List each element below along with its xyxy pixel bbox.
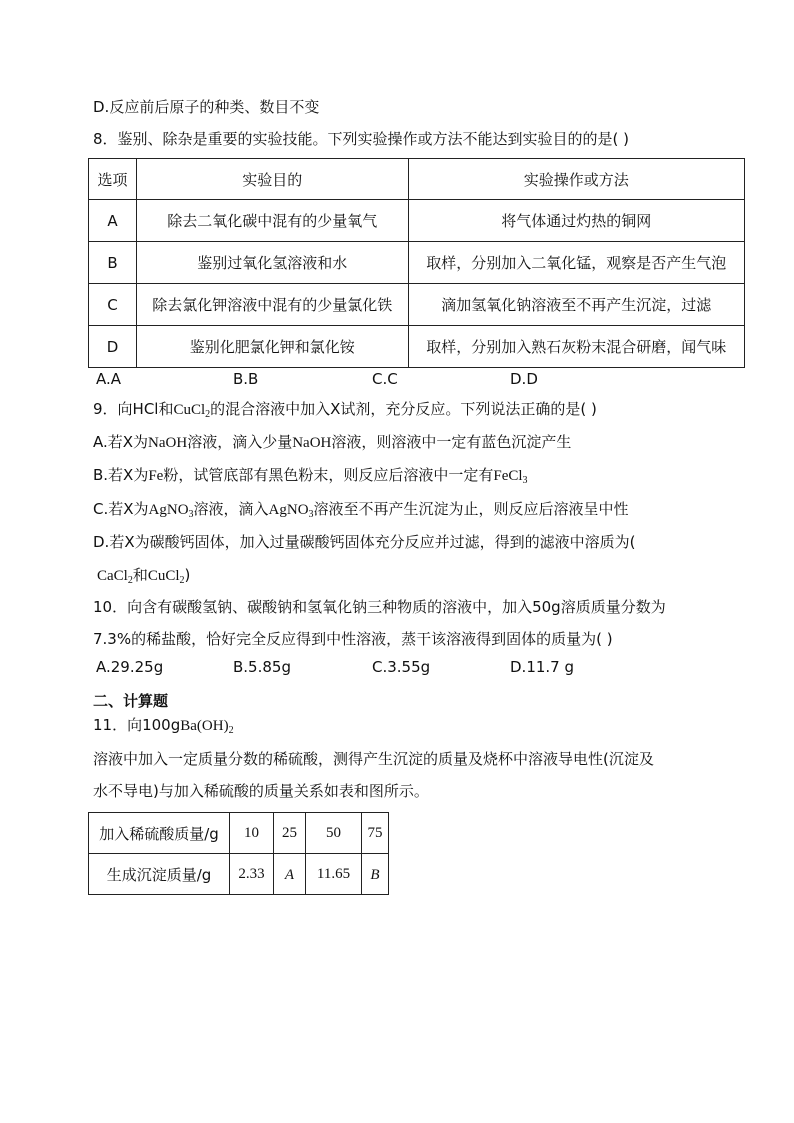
- q10-choice-a: A.29.25g: [96, 658, 164, 676]
- table-cell: 除去二氧化碳中混有的少量氧气: [136, 200, 408, 242]
- q8-choice-c: C.C: [372, 370, 398, 388]
- table-row: [89, 284, 745, 326]
- table-cell: 将气体通过灼热的铜网: [408, 200, 745, 242]
- q9-option-d: D.若X为碳酸钙固体，加入过量碳酸钙固体充分反应并过滤，得到的滤液中溶质为(: [93, 533, 636, 551]
- table-row: [89, 813, 389, 854]
- q11-table: [88, 812, 389, 895]
- table-cell: C: [89, 284, 137, 326]
- table-cell: 取样，分别加入二氧化锰，观察是否产生气泡: [408, 242, 745, 284]
- table-cell: D: [89, 326, 137, 368]
- q10-choice-d: D.11.7 g: [510, 658, 575, 676]
- table-cell: B: [89, 242, 137, 284]
- q10-stem-2: 7.3%的稀盐酸，恰好完全反应得到中性溶液，蒸干该溶液得到固体的质量为( ): [93, 630, 613, 648]
- table-cell: 除去氯化钾溶液中混有的少量氯化铁: [136, 284, 408, 326]
- table-cell: A: [89, 200, 137, 242]
- table-cell: 75: [362, 813, 389, 854]
- table-cell: 加入稀硫酸质量/g: [89, 813, 230, 854]
- q9-option-a: A.若X为NaOH溶液，滴入少量NaOH溶液，则溶液中一定有蓝色沉淀产生: [93, 433, 572, 451]
- q10-stem-1: 10．向含有碳酸氢钠、碳酸钠和氢氧化钠三种物质的溶液中，加入50g溶质质量分数为: [93, 598, 666, 616]
- header-cell: 实验操作或方法: [408, 159, 745, 200]
- table-cell: A: [274, 854, 306, 895]
- table-cell: 11.65: [306, 854, 362, 895]
- header-cell: 选项: [89, 159, 137, 200]
- table-cell: B: [362, 854, 389, 895]
- q10-choice-b: B.5.85g: [233, 658, 291, 676]
- table-cell: 取样，分别加入熟石灰粉末混合研磨，闻气味: [408, 326, 745, 368]
- q9-option-d-cont: CaCl$_2$和CuCl$_2$): [97, 566, 191, 586]
- q9-option-b: B.若X为Fe粉，试管底部有黑色粉末，则反应后溶液中一定有FeCl$_3$: [93, 466, 528, 486]
- q11-stem-2: 溶液中加入一定质量分数的稀硫酸，测得产生沉淀的质量及烧杯中溶液导电性(沉淀及: [93, 750, 654, 768]
- table-row: [89, 242, 745, 284]
- table-cell: 鉴别过氧化氢溶液和水: [136, 242, 408, 284]
- q10-choice-c: C.3.55g: [372, 658, 431, 676]
- table-row: [89, 200, 745, 242]
- table-row: [89, 854, 389, 895]
- table-header-row: [89, 159, 745, 200]
- q8-choice-d: D.D: [510, 370, 538, 388]
- q7-option-d: D.反应前后原子的种类、数目不变: [93, 98, 320, 116]
- table-cell: 2.33: [230, 854, 274, 895]
- table-row: [89, 326, 745, 368]
- table-cell: 25: [274, 813, 306, 854]
- q8-choice-a: A.A: [96, 370, 122, 388]
- table-cell: 生成沉淀质量/g: [89, 854, 230, 895]
- table-cell: 滴加氢氧化钠溶液至不再产生沉淀，过滤: [408, 284, 745, 326]
- q9-stem: 9．向HCl和CuCl$_2$的混合溶液中加入X试剂，充分反应。下列说法正确的是( ): [93, 400, 597, 420]
- q8-choice-b: B.B: [233, 370, 259, 388]
- table-cell: 50: [306, 813, 362, 854]
- q11-stem-1: 11．向$100gBa(OH)_2$: [93, 716, 234, 736]
- header-cell: 实验目的: [136, 159, 408, 200]
- q9-option-c: C.若X为AgNO$_3$溶液，滴入AgNO$_3$溶液至不再产生沉淀为止，则反应后溶液呈中性: [93, 500, 629, 520]
- table-cell: 鉴别化肥氯化钾和氯化铵: [136, 326, 408, 368]
- section-heading: 二、计算题: [93, 692, 169, 710]
- q8-stem: 8．鉴别、除杂是重要的实验技能。下列实验操作或方法不能达到实验目的的是( ): [93, 130, 630, 148]
- table-cell: 10: [230, 813, 274, 854]
- q8-table: [88, 158, 745, 368]
- q11-stem-3: 水不导电)与加入稀硫酸的质量关系如表和图所示。: [93, 782, 429, 800]
